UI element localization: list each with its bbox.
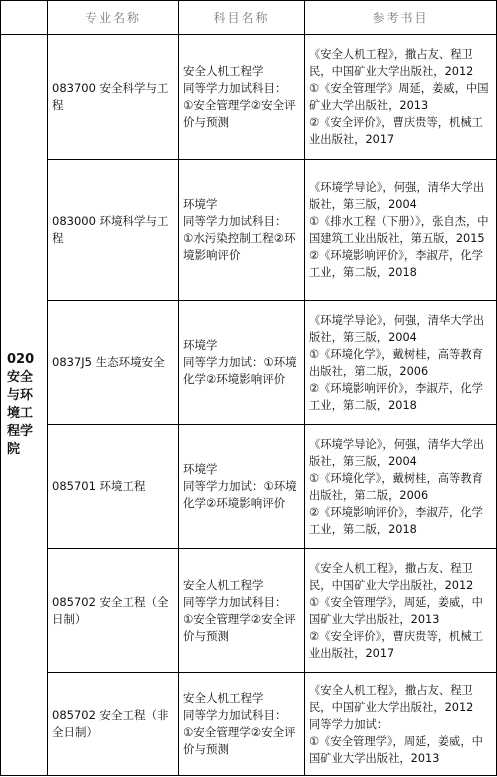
reference-line: ②《环境影响评价》，李淑芹，化学工业，第二版，2018 bbox=[309, 381, 483, 412]
subject-cell bbox=[179, 673, 305, 776]
subject-line: 同等学力加试：①环境化学②环境影响评价 bbox=[183, 355, 297, 386]
references-cell bbox=[305, 35, 497, 160]
header-row bbox=[1, 1, 497, 35]
subject-line: 同等学力加试科目： bbox=[183, 708, 287, 722]
reference-line: ②《环境影响评价》，李淑芹，化学工业，第二版，2018 bbox=[309, 505, 483, 536]
major-name: 085701 环境工程 bbox=[48, 425, 179, 549]
reference-line: ①《排水工程（下册）》，张自杰，中国建筑工业出版社，第五版，2015 bbox=[309, 215, 489, 245]
subject-line: ①水污染控制工程②环境影响评价 bbox=[183, 231, 296, 262]
subject-cell bbox=[179, 301, 305, 425]
college-name: 020 安全与环境工程学院 bbox=[1, 35, 48, 776]
reference-line: 《安全人机工程》，撒占友、程卫民，中国矿业大学出版社，2012 bbox=[309, 48, 474, 78]
subject-line: 环境学 bbox=[183, 338, 218, 352]
major-name: 0837J5 生态环境安全 bbox=[48, 301, 179, 425]
reference-line: 《环境学导论》，何强，清华大学出版社，第三版，2004 bbox=[309, 313, 485, 344]
references-cell bbox=[305, 160, 497, 301]
reference-line: ②《环境影响评价》，李淑芹，化学工业，第二版，2018 bbox=[309, 249, 483, 279]
reference-line: 《环境学导论》，何强，清华大学出版社，第三版，2004 bbox=[309, 437, 485, 468]
subject-line: 安全人机工程学 bbox=[183, 64, 264, 78]
reference-line: ①《环境化学》，戴树桂，高等教育出版社，第二版，2006 bbox=[309, 471, 483, 502]
subject-line: 同等学力加试：①环境化学②环境影响评价 bbox=[183, 479, 297, 510]
table-row bbox=[1, 160, 497, 301]
table-row bbox=[1, 301, 497, 425]
reference-line: 《安全人机工程》，撒占友、程卫民，中国矿业大学出版社，2012 bbox=[309, 561, 474, 592]
reference-line: ①《安全管理学》周延，姜威，中国矿业大学出版社，2013 bbox=[309, 82, 489, 112]
subject-line: 环境学 bbox=[183, 462, 218, 476]
subject-cell bbox=[179, 425, 305, 549]
subject-cell bbox=[179, 160, 305, 301]
table-row bbox=[1, 549, 497, 673]
major-name: 083000 环境科学与工程 bbox=[48, 160, 179, 301]
reference-line: 《安全人机工程》，撒占友、程卫民，中国矿业大学出版社，2012 bbox=[309, 683, 474, 714]
header-major: 专业名称 bbox=[48, 1, 179, 35]
major-name: 083700 安全科学与工程 bbox=[48, 35, 179, 160]
table-row bbox=[1, 425, 497, 549]
header-references: 参考书目 bbox=[305, 1, 497, 35]
subject-cell bbox=[179, 549, 305, 673]
header-college-col bbox=[1, 1, 48, 35]
reference-line: ①《安全管理学》，周延，姜威，中国矿业大学出版社，2013 bbox=[309, 734, 483, 765]
references-cell bbox=[305, 673, 497, 776]
subject-line: ①安全管理学②安全评价与预测 bbox=[183, 611, 296, 643]
reference-line: ②《安全评价》，曹庆贵等，机械工业出版社，2017 bbox=[309, 116, 483, 146]
reference-line: ②《安全评价》，曹庆贵等，机械工业出版社，2017 bbox=[309, 629, 483, 660]
subject-line: 同等学力加试科目： bbox=[183, 214, 287, 228]
references-cell bbox=[305, 549, 497, 673]
subject-line: ①安全管理学②安全评价与预测 bbox=[183, 98, 296, 129]
subject-line: ①安全管理学②安全评价与预测 bbox=[183, 725, 296, 756]
table-row bbox=[1, 673, 497, 776]
reference-line: 《环境学导论》，何强，清华大学出版社，第三版，2004 bbox=[309, 181, 485, 211]
subject-line: 安全人机工程学 bbox=[183, 691, 264, 705]
subject-cell bbox=[179, 35, 305, 160]
references-cell bbox=[305, 301, 497, 425]
reference-line: ①《安全管理学》，周延，姜威，中国矿业大学出版社，2013 bbox=[309, 595, 483, 626]
reference-line: ①《环境化学》，戴树桂，高等教育出版社，第二版，2006 bbox=[309, 347, 483, 378]
subject-line: 同等学力加试科目： bbox=[183, 594, 287, 609]
header-subject: 科目名称 bbox=[179, 1, 305, 35]
table-row bbox=[1, 35, 497, 160]
subject-line: 同等学力加试科目： bbox=[183, 81, 287, 95]
reference-line: 同等学力加试： bbox=[309, 717, 389, 731]
major-name: 085702 安全工程（非全日制） bbox=[48, 673, 179, 776]
references-cell bbox=[305, 425, 497, 549]
subject-line: 环境学 bbox=[183, 197, 218, 211]
major-name: 085702 安全工程（全日制） bbox=[48, 549, 179, 673]
subject-line: 安全人机工程学 bbox=[183, 577, 264, 592]
